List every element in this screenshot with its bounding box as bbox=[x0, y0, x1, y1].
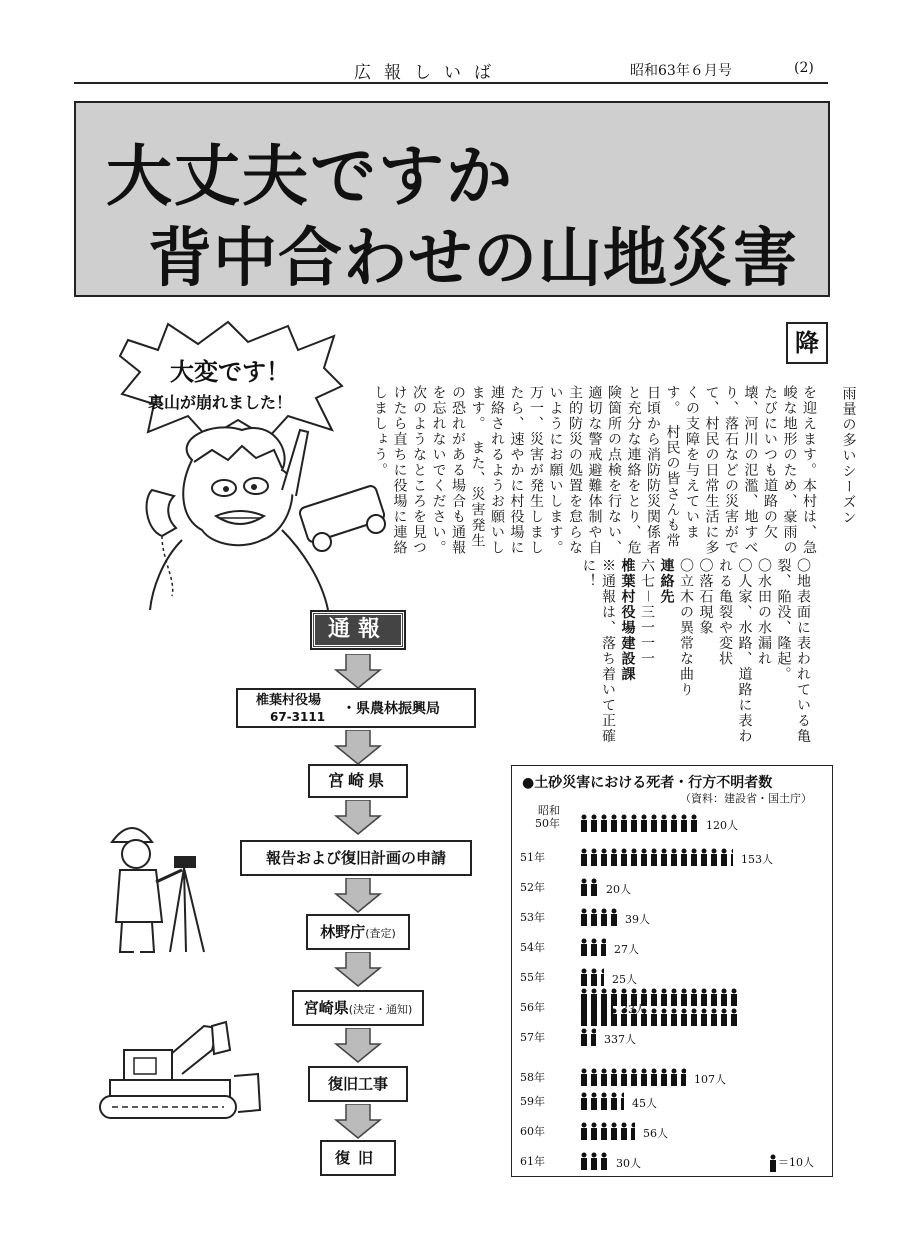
person-mark bbox=[590, 814, 598, 832]
count-label: 39人 bbox=[625, 913, 650, 926]
sign-item-3: 〇落石現象 bbox=[697, 558, 714, 636]
flow-arrow-icon bbox=[334, 800, 382, 836]
person-mark bbox=[670, 814, 678, 832]
person-mark bbox=[590, 1092, 598, 1110]
person-mark bbox=[620, 1008, 628, 1026]
person-mark bbox=[690, 988, 698, 1006]
surveyor-illustration-icon bbox=[100, 812, 220, 962]
person-mark bbox=[620, 988, 628, 1006]
person-mark bbox=[600, 908, 608, 926]
person-mark bbox=[700, 1008, 708, 1026]
person-mark bbox=[650, 1068, 658, 1086]
person-mark bbox=[580, 1092, 588, 1110]
contact-label: 連絡先 bbox=[658, 558, 675, 605]
chart-legend bbox=[768, 1154, 814, 1172]
sign-item-2: 〇人家、水路、道路に表われる亀裂や変状 bbox=[717, 558, 753, 744]
count-label: 56人 bbox=[643, 1127, 668, 1140]
year-label: 54年 bbox=[520, 941, 545, 954]
person-mark bbox=[600, 1092, 608, 1110]
person-mark bbox=[720, 1008, 728, 1026]
person-mark bbox=[580, 988, 588, 1006]
person-mark bbox=[600, 1122, 608, 1140]
person-mark bbox=[600, 938, 606, 956]
person-mark bbox=[670, 1008, 678, 1026]
person-mark bbox=[600, 1008, 608, 1026]
note-text: ※通報は、落ち着いて正確に！ bbox=[580, 558, 616, 744]
person-mark bbox=[610, 814, 618, 832]
person-mark bbox=[580, 878, 588, 896]
contact-name: 椎葉村役場建設課 bbox=[619, 558, 636, 682]
person-mark bbox=[680, 1008, 688, 1026]
person-mark bbox=[690, 814, 698, 832]
year-label: 52年 bbox=[520, 881, 545, 894]
person-mark bbox=[640, 1068, 648, 1086]
person-mark bbox=[610, 1122, 618, 1140]
chart-title: ●土砂災害における死者・行方不明者数 bbox=[522, 775, 773, 791]
person-mark bbox=[600, 968, 604, 986]
person-mark bbox=[650, 848, 658, 866]
person-mark bbox=[710, 988, 718, 1006]
flow-step-forestry-agency bbox=[306, 914, 410, 950]
flow-step-restored: 復旧 bbox=[320, 1140, 396, 1176]
contact-phone: 六七－三一一一 bbox=[639, 558, 655, 667]
person-mark bbox=[660, 848, 668, 866]
masthead bbox=[74, 56, 828, 84]
person-mark bbox=[630, 1122, 635, 1140]
person-mark bbox=[700, 848, 708, 866]
flow-step-village-office bbox=[236, 688, 476, 728]
person-mark bbox=[600, 1152, 608, 1170]
person-mark bbox=[660, 1068, 668, 1086]
person-mark bbox=[590, 1028, 596, 1046]
sign-item-4: 〇立木の異常な曲り bbox=[678, 558, 694, 698]
year-label: 60年 bbox=[520, 1125, 545, 1138]
person-mark bbox=[670, 848, 678, 866]
year-label: 53年 bbox=[520, 911, 545, 924]
flow-step1-phone: 67-3111 bbox=[270, 710, 326, 724]
person-mark bbox=[580, 814, 588, 832]
person-mark bbox=[660, 814, 668, 832]
article-dropcap: 降 bbox=[786, 322, 828, 364]
flow-step-restoration-work: 復旧工事 bbox=[308, 1066, 408, 1102]
person-mark bbox=[580, 848, 588, 866]
person-mark bbox=[600, 1068, 608, 1086]
person-mark bbox=[580, 908, 588, 926]
person-mark bbox=[670, 1068, 678, 1086]
flow-step-miyazaki-decision bbox=[292, 990, 424, 1026]
year-label: 59年 bbox=[520, 1095, 545, 1108]
article-first-column: 雨量の多いシーズン bbox=[840, 386, 857, 526]
chart-source: （資料：建設省・国土庁） bbox=[680, 792, 812, 805]
flow-step5-main: 宮崎県 bbox=[303, 999, 349, 1017]
person-mark bbox=[640, 988, 648, 1006]
headline-line1: 大丈夫ですか bbox=[106, 138, 514, 215]
person-mark bbox=[580, 1152, 588, 1170]
person-mark bbox=[640, 814, 648, 832]
person-mark bbox=[610, 908, 617, 926]
person-mark bbox=[610, 988, 618, 1006]
person-mark bbox=[730, 1008, 738, 1026]
count-label: 107人 bbox=[694, 1073, 726, 1086]
flow-arrow-icon bbox=[334, 1028, 382, 1064]
flow-title: 通報 bbox=[312, 612, 404, 648]
person-mark bbox=[610, 1008, 618, 1026]
headline-banner bbox=[74, 101, 830, 297]
bubble-line1: 大変です！ bbox=[170, 358, 290, 386]
person-mark bbox=[680, 814, 688, 832]
person-mark bbox=[590, 878, 598, 896]
person-mark bbox=[670, 988, 678, 1006]
person-mark bbox=[680, 1068, 686, 1086]
person-mark bbox=[720, 988, 728, 1006]
chart-legend-text: ＝10人 bbox=[778, 1156, 814, 1169]
person-mark bbox=[590, 938, 598, 956]
flow-step4-main: 林野庁 bbox=[320, 923, 366, 941]
flow-arrow-icon bbox=[334, 730, 382, 766]
sign-item-0: 〇地表面に表われている亀裂、陥没、隆起。 bbox=[775, 558, 811, 744]
flow-step5-note: (決定・通知) bbox=[348, 1003, 413, 1016]
count-label: 30人 bbox=[616, 1157, 641, 1170]
person-mark bbox=[590, 1008, 598, 1026]
person-mark bbox=[650, 814, 658, 832]
person-mark bbox=[680, 988, 688, 1006]
person-mark bbox=[590, 968, 598, 986]
flow-step4-note: (査定) bbox=[365, 927, 396, 940]
person-mark bbox=[620, 1092, 624, 1110]
person-mark bbox=[630, 1008, 638, 1026]
flow-step-report: 報告および復旧計画の申請 bbox=[240, 840, 472, 876]
flow-arrow-icon bbox=[334, 654, 382, 690]
year-label: 51年 bbox=[520, 851, 545, 864]
count-label: 20人 bbox=[606, 883, 631, 896]
disaster-deaths-chart bbox=[511, 765, 833, 1177]
person-mark bbox=[580, 1028, 588, 1046]
person-mark bbox=[620, 1068, 628, 1086]
person-mark bbox=[700, 988, 708, 1006]
person-mark bbox=[620, 814, 628, 832]
year-label: 58年 bbox=[520, 1071, 545, 1084]
count-label: 27人 bbox=[614, 943, 639, 956]
person-mark bbox=[730, 848, 733, 866]
person-mark bbox=[600, 988, 608, 1006]
person-mark bbox=[660, 1008, 668, 1026]
flow-step1-main: 椎葉村役場 bbox=[256, 693, 322, 708]
person-mark bbox=[580, 1068, 588, 1086]
warning-signs-list bbox=[580, 558, 812, 758]
flow-arrow-icon bbox=[334, 952, 382, 988]
count-label: 337人 bbox=[604, 1033, 636, 1046]
person-mark bbox=[600, 814, 608, 832]
sign-item-1: 〇水田の水漏れ bbox=[756, 558, 772, 667]
person-mark bbox=[590, 988, 598, 1006]
year-label: 昭和 50年 bbox=[535, 804, 560, 830]
person-mark bbox=[630, 814, 638, 832]
person-mark bbox=[580, 1008, 588, 1026]
person-mark bbox=[590, 1122, 598, 1140]
person-mark bbox=[590, 1152, 598, 1170]
person-mark bbox=[640, 848, 648, 866]
flow-step-miyazaki-pref: 宮崎県 bbox=[308, 764, 408, 798]
person-mark bbox=[580, 1122, 588, 1140]
person-mark bbox=[590, 848, 598, 866]
person-mark bbox=[590, 908, 598, 926]
person-mark bbox=[620, 1122, 628, 1140]
person-mark bbox=[680, 848, 688, 866]
flow-arrow-icon bbox=[334, 1104, 382, 1140]
person-legend-icon bbox=[768, 1154, 778, 1172]
year-label: 57年 bbox=[520, 1031, 545, 1044]
person-mark bbox=[710, 1008, 718, 1026]
count-label: 153人 bbox=[741, 853, 773, 866]
person-mark bbox=[610, 848, 618, 866]
flow-step1-extra: ・県農林振興局 bbox=[342, 701, 440, 717]
page-number: (2) bbox=[794, 60, 814, 76]
person-mark bbox=[640, 1008, 648, 1026]
masthead-rule bbox=[74, 82, 828, 84]
headline-line2: 背中合わせの山地災害 bbox=[148, 222, 798, 296]
person-mark bbox=[580, 968, 588, 986]
person-mark bbox=[730, 988, 738, 1006]
count-label: 120人 bbox=[706, 819, 738, 832]
bubble-line2: 裏山が崩れました！ bbox=[148, 393, 293, 412]
person-mark bbox=[690, 1008, 698, 1026]
person-mark bbox=[630, 988, 638, 1006]
person-mark bbox=[630, 848, 638, 866]
person-mark bbox=[580, 938, 588, 956]
person-mark bbox=[710, 848, 718, 866]
person-mark bbox=[620, 848, 628, 866]
person-mark bbox=[630, 1068, 638, 1086]
count-label: 45人 bbox=[632, 1097, 657, 1110]
publication-name: 広報しいば bbox=[354, 63, 504, 83]
year-label: 56年 bbox=[520, 1001, 545, 1014]
man-on-phone-illustration-icon bbox=[132, 420, 402, 610]
year-label: 61年 bbox=[520, 1155, 545, 1168]
article-body: を迎えます。本村は、急峻な地形のため、豪雨のたびにいつも道路の欠壊、河川の氾濫、地すべり、落石などの災害がでて、村民の日常生活に多くの支障を与えています。 村民の皆さんも常日頃から消防防災関係者と充分な連絡をとり、危険箇所の点検を行ない、適切な警戒避難体制や自主的防災の処置を怠らないようにお願いします。 万一、災害が発生しましたら、速やかに村役場に連絡されるようお願いします。 また、災害発生の恐れがある場合も通報を忘れないでください。 次のようなところを見つけたら直ちに役場に連絡しましょう。 bbox=[372, 385, 817, 564]
person-mark bbox=[660, 988, 668, 1006]
person-mark bbox=[690, 848, 698, 866]
person-mark bbox=[600, 848, 608, 866]
person-mark bbox=[650, 1008, 658, 1026]
person-mark bbox=[590, 1068, 598, 1086]
bulldozer-illustration-icon bbox=[94, 1020, 264, 1124]
count-label: 25人 bbox=[612, 973, 637, 986]
person-mark bbox=[650, 988, 658, 1006]
year-label: 55年 bbox=[520, 971, 545, 984]
person-mark bbox=[720, 848, 728, 866]
person-mark bbox=[610, 1092, 618, 1110]
issue-date: 昭和63年６月号 bbox=[630, 63, 732, 79]
flow-arrow-icon bbox=[334, 878, 382, 914]
person-mark bbox=[610, 1068, 618, 1086]
